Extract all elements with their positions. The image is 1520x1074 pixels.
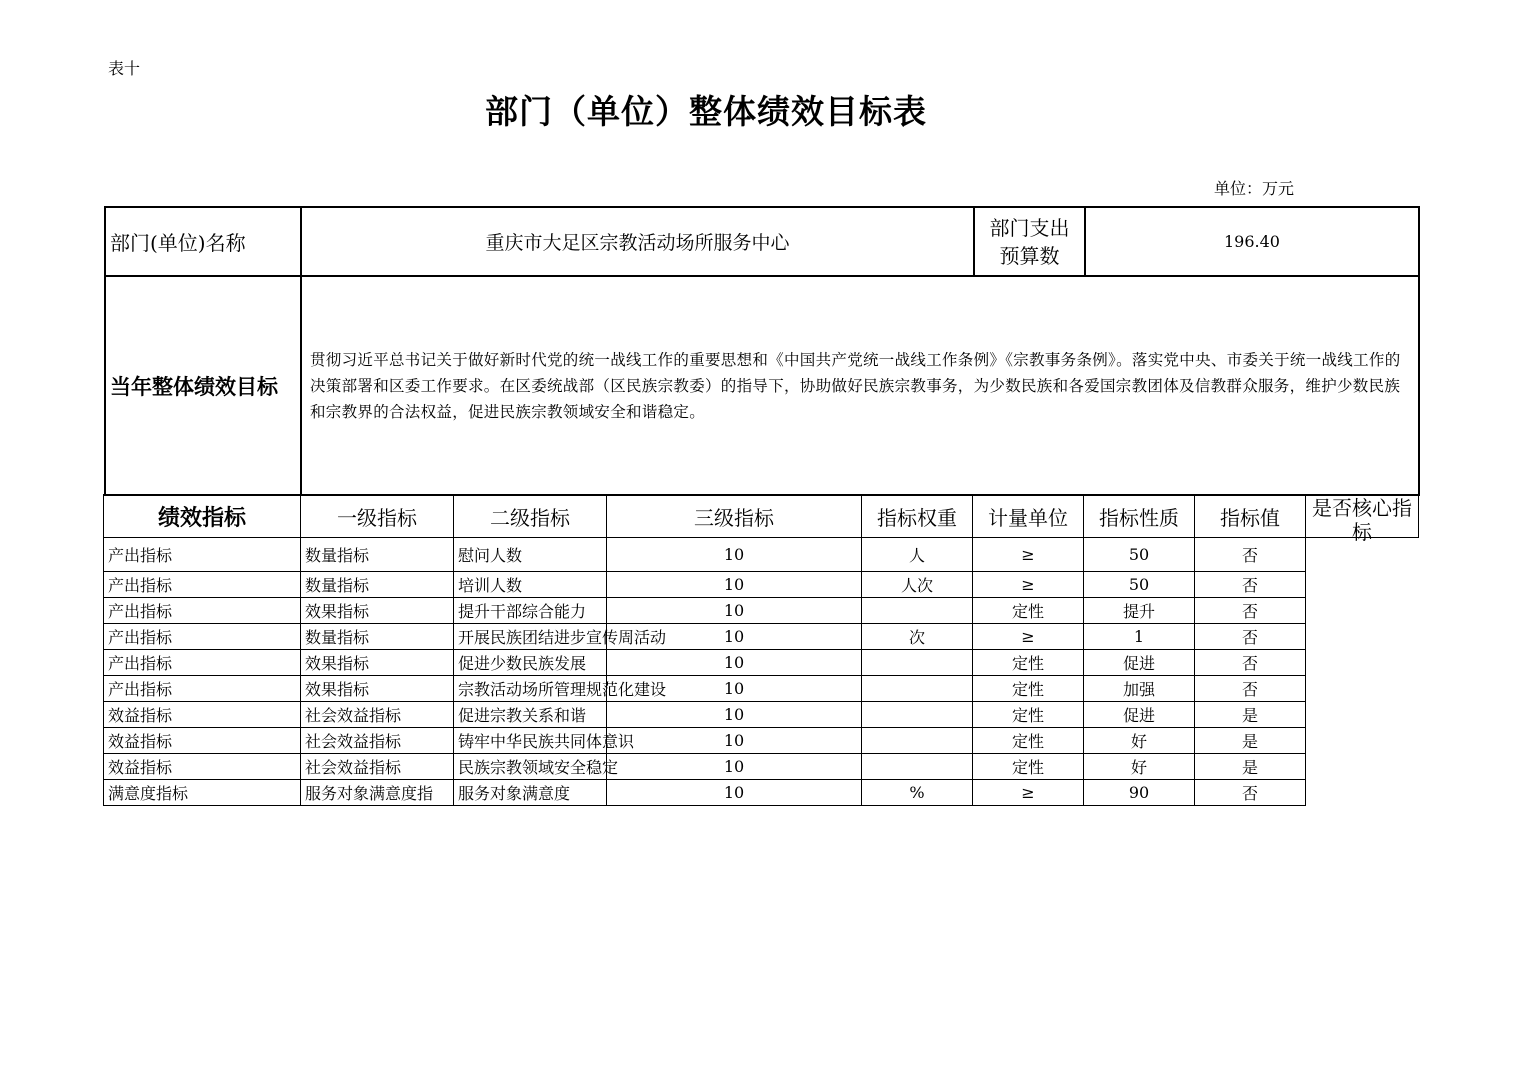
row-weight: 10 (607, 572, 862, 598)
row-level2: 数量指标 (301, 538, 454, 572)
row-nature: 定性 (973, 728, 1084, 754)
dept-name-value: 重庆市大足区宗教活动场所服务中心 (301, 207, 974, 276)
row-weight: 10 (607, 728, 862, 754)
dept-name-label: 部门(单位)名称 (105, 207, 301, 276)
row-core: 否 (1195, 538, 1306, 572)
row-level1: 满意度指标 (104, 780, 301, 806)
row-unit (862, 702, 973, 728)
col-header-level1: 一级指标 (301, 495, 454, 538)
row-value: 加强 (1084, 676, 1195, 702)
row-core: 是 (1195, 728, 1306, 754)
row-level2: 数量指标 (301, 624, 454, 650)
page-title: 部门（单位）整体绩效目标表 (485, 92, 927, 131)
table-row (104, 780, 1419, 806)
row-core: 是 (1195, 702, 1306, 728)
col-header-level3: 三级指标 (607, 495, 862, 538)
row-nature: ≥ (973, 538, 1084, 572)
row-level3: 开展民族团结进步宣传周活动 (454, 624, 607, 650)
row-value: 50 (1084, 538, 1195, 572)
col-header-core-text: 是否核心指标 (1312, 496, 1412, 544)
row-value: 50 (1084, 572, 1195, 598)
row-weight: 10 (607, 538, 862, 572)
row-weight: 10 (607, 650, 862, 676)
row-level3: 服务对象满意度 (454, 780, 607, 806)
table-tag: 表十 (108, 59, 141, 78)
row-nature: 定性 (973, 598, 1084, 624)
row-weight: 10 (607, 624, 862, 650)
row-level3: 宗教活动场所管理规范化建设 (454, 676, 607, 702)
row-core: 否 (1195, 650, 1306, 676)
row-level1: 产出指标 (104, 598, 301, 624)
row-core: 是 (1195, 754, 1306, 780)
header-table (104, 206, 1420, 496)
budget-label-line-2: 预算数 (999, 243, 1060, 268)
row-core: 否 (1195, 676, 1306, 702)
row-unit (862, 754, 973, 780)
row-level1: 效益指标 (104, 702, 301, 728)
row-level1: 产出指标 (104, 624, 301, 650)
row-nature: ≥ (973, 780, 1084, 806)
row-level3: 民族宗教领域安全稳定 (454, 754, 607, 780)
row-core: 否 (1195, 598, 1306, 624)
budget-value: 196.40 (1085, 207, 1419, 276)
row-unit (862, 728, 973, 754)
row-level1: 效益指标 (104, 754, 301, 780)
row-level3: 促进宗教关系和谐 (454, 702, 607, 728)
row-level2: 社会效益指标 (301, 754, 454, 780)
row-value: 1 (1084, 624, 1195, 650)
row-unit (862, 676, 973, 702)
table-row (104, 572, 1419, 598)
table-row (104, 538, 1419, 572)
budget-label-line-1: 部门支出 (989, 215, 1070, 240)
row-weight: 10 (607, 702, 862, 728)
col-header-nature: 指标性质 (1084, 495, 1195, 538)
performance-indicators-label: 绩效指标 (104, 495, 301, 538)
row-unit (862, 650, 973, 676)
row-weight: 10 (607, 754, 862, 780)
row-unit: 人 (862, 538, 973, 572)
unit-note: 单位：万元 (1214, 179, 1295, 198)
row-level1: 产出指标 (104, 676, 301, 702)
row-level3: 培训人数 (454, 572, 607, 598)
row-weight: 10 (607, 780, 862, 806)
table-row (104, 624, 1419, 650)
row-nature: 定性 (973, 702, 1084, 728)
table-row (104, 728, 1419, 754)
row-nature: 定性 (973, 676, 1084, 702)
row-nature: 定性 (973, 650, 1084, 676)
row-level2: 社会效益指标 (301, 728, 454, 754)
col-header-core (1306, 495, 1419, 544)
table-row (104, 702, 1419, 728)
row-level2: 效果指标 (301, 650, 454, 676)
row-level1: 产出指标 (104, 572, 301, 598)
row-level2: 数量指标 (301, 572, 454, 598)
row-weight: 10 (607, 676, 862, 702)
row-level2: 效果指标 (301, 598, 454, 624)
row-level2: 效果指标 (301, 676, 454, 702)
row-level3: 促进少数民族发展 (454, 650, 607, 676)
row-nature: ≥ (973, 624, 1084, 650)
row-value: 90 (1084, 780, 1195, 806)
table-row (104, 676, 1419, 702)
row-core: 否 (1195, 780, 1306, 806)
row-unit: 人次 (862, 572, 973, 598)
row-level3: 提升干部综合能力 (454, 598, 607, 624)
indicator-table (103, 494, 1419, 806)
row-core: 否 (1195, 624, 1306, 650)
row-nature: ≥ (973, 572, 1084, 598)
col-header-unit: 计量单位 (973, 495, 1084, 538)
row-level1: 效益指标 (104, 728, 301, 754)
row-value: 促进 (1084, 650, 1195, 676)
table-row (104, 754, 1419, 780)
row-unit: 次 (862, 624, 973, 650)
row-unit: % (862, 780, 973, 806)
col-header-level2: 二级指标 (454, 495, 607, 538)
row-weight: 10 (607, 598, 862, 624)
annual-goal-text: 贯彻习近平总书记关于做好新时代党的统一战线工作的重要思想和《中国共产党统一战线工作条例》《宗教事务条例》。落实党中央、市委关于统一战线工作的决策部署和区委工作要求。在区委统战部（区民族宗教委）的指导下，协助做好民族宗教事务，为少数民族和各爱国宗教团体及信教群众服务，维护少数民族和宗教界的合法权益，促进民族宗教领域安全和谐稳定。 (301, 276, 1419, 495)
row-core: 否 (1195, 572, 1306, 598)
row-level3: 慰问人数 (454, 538, 607, 572)
row-level3: 铸牢中华民族共同体意识 (454, 728, 607, 754)
row-level1: 产出指标 (104, 650, 301, 676)
table-row (104, 598, 1419, 624)
col-header-weight: 指标权重 (862, 495, 973, 538)
row-level1: 产出指标 (104, 538, 301, 572)
row-value: 好 (1084, 754, 1195, 780)
row-level2: 服务对象满意度指 (301, 780, 454, 806)
row-unit (862, 598, 973, 624)
row-value: 提升 (1084, 598, 1195, 624)
row-value: 促进 (1084, 702, 1195, 728)
table-row (104, 650, 1419, 676)
row-nature: 定性 (973, 754, 1084, 780)
row-value: 好 (1084, 728, 1195, 754)
col-header-value: 指标值 (1195, 495, 1306, 538)
budget-label (974, 207, 1085, 276)
row-level2: 社会效益指标 (301, 702, 454, 728)
annual-goal-label: 当年整体绩效目标 (105, 276, 301, 495)
